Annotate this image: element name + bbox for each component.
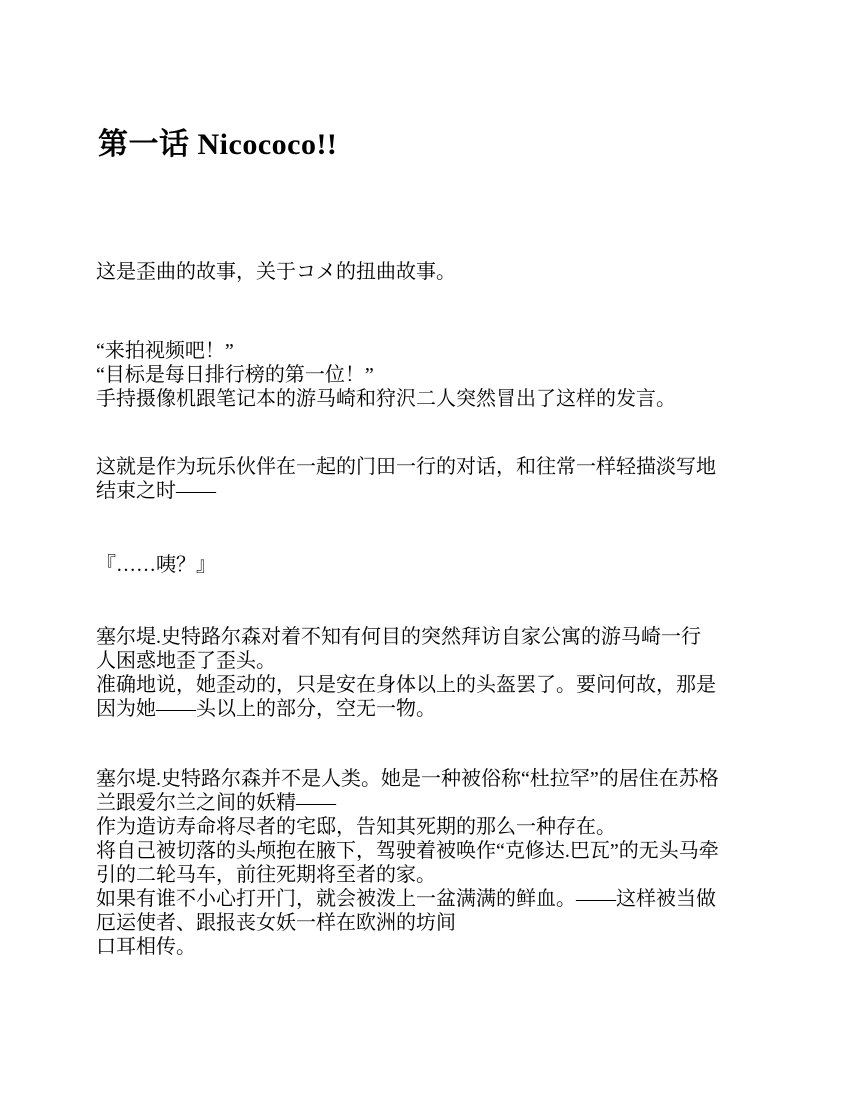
- text-line: 准确地说，她歪动的，只是安在身体以上的头盔罢了。要问何故，那是: [96, 674, 716, 696]
- text-line: “来拍视频吧！”: [96, 340, 234, 362]
- chapter-title: 第一话 Nicococo!!: [98, 128, 338, 161]
- text-line: 兰跟爱尔兰之间的妖精——: [96, 792, 336, 814]
- text-line: 塞尔堤.史特路尔森对着不知有何目的突然拜访自家公寓的游马崎一行: [96, 626, 701, 648]
- paragraph: [96, 260, 791, 284]
- text-line: 这就是作为玩乐伙伴在一起的门田一行的对话，和往常一样轻描淡写地: [96, 456, 716, 478]
- text-line: 『……咦？』: [96, 554, 216, 576]
- text-line: 作为造访寿命将尽者的宅邸，告知其死期的那么一种存在。: [96, 816, 616, 838]
- text-line: 手持摄像机跟笔记本的游马崎和狩沢二人突然冒出了这样的发言。: [96, 388, 676, 410]
- text-line: “目标是每日排行榜的第一位！”: [96, 364, 374, 386]
- paragraph: [96, 767, 791, 959]
- text-line: 厄运使者、跟报丧女妖一样在欧洲的坊间: [96, 912, 456, 934]
- text-line: 结束之时——: [96, 480, 216, 502]
- paragraph: [96, 625, 791, 721]
- text-line: 因为她——头以上的部分，空无一物。: [96, 698, 436, 720]
- paragraph: [96, 553, 791, 577]
- text-line: 如果有谁不小心打开门，就会被泼上一盆满满的鲜血。——这样被当做: [96, 888, 716, 910]
- text-line: 口耳相传。: [96, 936, 196, 958]
- text-line: 引的二轮马车，前往死期将至者的家。: [96, 864, 436, 886]
- text-line: 人困惑地歪了歪头。: [96, 650, 276, 672]
- paragraph: [96, 455, 791, 503]
- text-line: 塞尔堤.史特路尔森并不是人类。她是一种被俗称“杜拉罕”的居住在苏格: [96, 768, 719, 790]
- text-line: 将自己被切落的头颅抱在腋下，驾驶着被唤作“克修达.巴瓦”的无头马牵: [96, 840, 719, 862]
- paragraph: [96, 339, 791, 411]
- text-line: 这是歪曲的故事，关于コメ的扭曲故事。: [96, 261, 456, 283]
